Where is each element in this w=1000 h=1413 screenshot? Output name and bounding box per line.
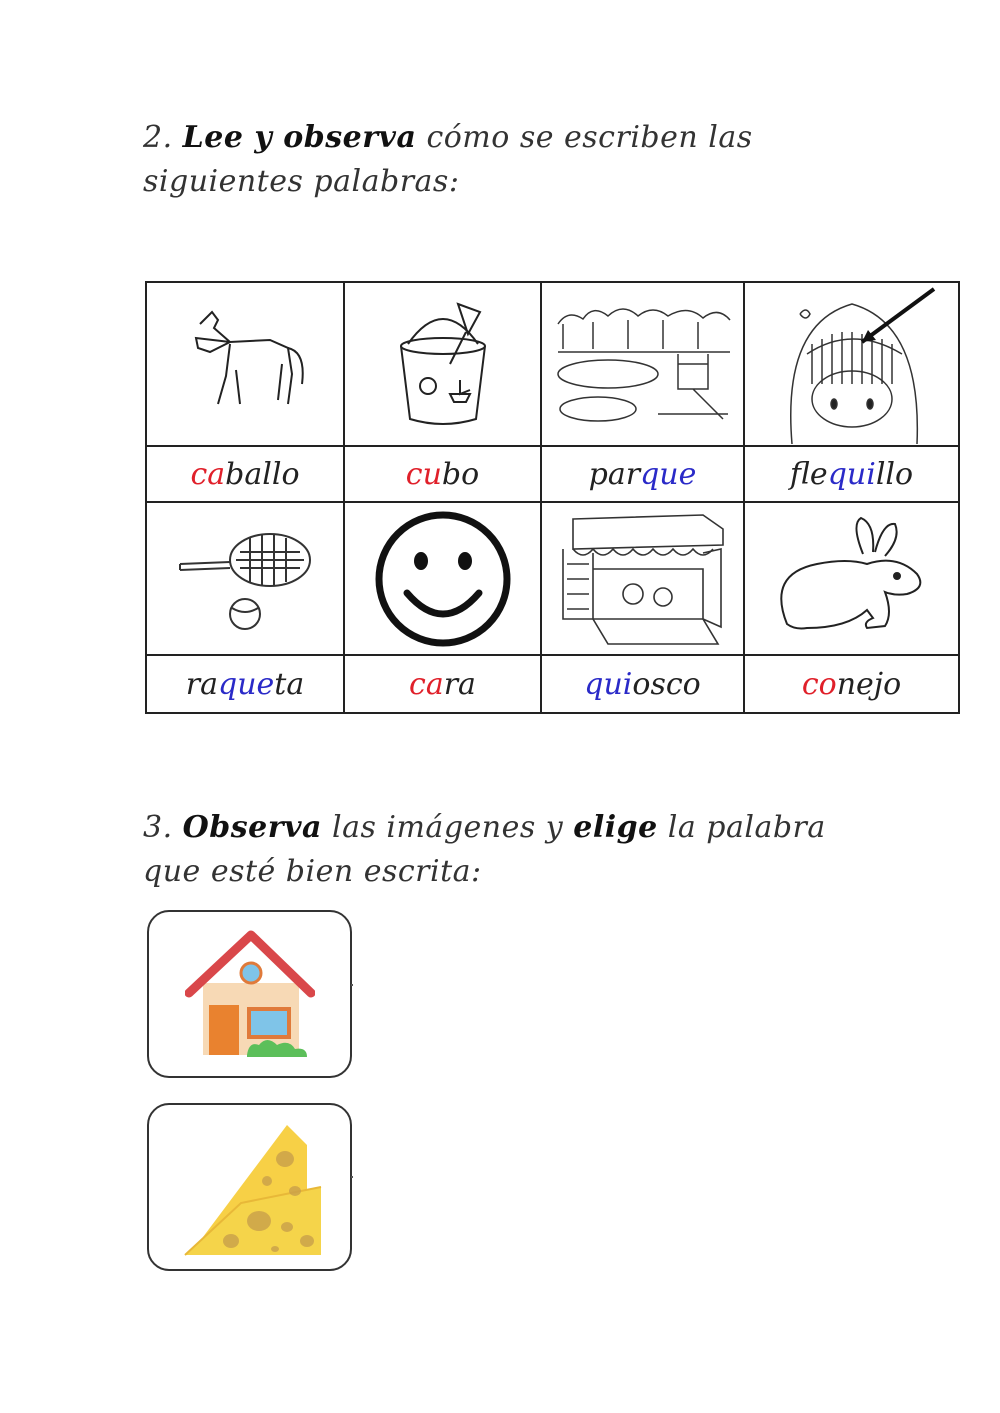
cheese-icon: [175, 1117, 325, 1257]
cheese-card: [147, 1103, 352, 1271]
word-cell-quiosco: [542, 656, 745, 712]
word-cell-cubo: [345, 447, 542, 503]
word-cubo-part: cu: [405, 456, 442, 492]
word-flequillo-part: qui: [827, 456, 876, 492]
word-caballo-part: ca: [190, 456, 226, 492]
word-picture-grid: [145, 281, 960, 714]
word-quiosco-part: qui: [584, 666, 633, 702]
bucket-icon: [388, 294, 498, 434]
kiosk-icon: [553, 509, 733, 649]
word-flequillo-part: llo: [875, 456, 914, 492]
word-caballo-part: ballo: [225, 456, 300, 492]
racket-icon: [170, 524, 320, 634]
horse-cell: [147, 283, 345, 447]
exercise-3-number: 3.: [143, 810, 173, 845]
word-parque-part: que: [640, 456, 697, 492]
word-quiosco: [584, 667, 700, 702]
card-tick-mark: [351, 1176, 353, 1178]
word-cubo-part: bo: [441, 456, 480, 492]
word-flequillo: [790, 457, 913, 492]
word-caballo: [190, 457, 299, 492]
racket-cell: [147, 503, 345, 656]
girl-fringe-icon: [762, 284, 942, 444]
word-cell-flequillo: [745, 447, 958, 503]
exercise-2-instruction: [143, 116, 883, 204]
word-flequillo-part: fle: [789, 456, 828, 492]
exercise-3-text-end: la palabra que esté bien escrita:: [143, 810, 826, 889]
rabbit-icon: [767, 514, 937, 644]
park-icon: [548, 294, 738, 434]
word-cell-cara: [345, 656, 542, 712]
word-raqueta-part: que: [218, 666, 275, 702]
word-quiosco-part: osco: [632, 666, 701, 702]
word-cell-raqueta: [147, 656, 345, 712]
word-conejo-part: nejo: [836, 666, 902, 702]
word-cara-part: ra: [443, 666, 476, 702]
smiley-icon: [373, 509, 513, 649]
kiosk-cell: [542, 503, 745, 656]
word-cara: [409, 667, 476, 702]
word-cubo: [406, 457, 479, 492]
house-icon: [185, 927, 315, 1062]
house-card: [147, 910, 352, 1078]
word-cell-parque: [542, 447, 745, 503]
exercise-3-instruction: [143, 806, 883, 894]
word-cara-part: ca: [409, 666, 444, 702]
card-tick-mark: [351, 984, 353, 986]
word-cell-caballo: [147, 447, 345, 503]
park-cell: [542, 283, 745, 447]
exercise-3-bold-observa: Observa: [182, 810, 322, 845]
horse-icon: [170, 304, 320, 424]
girl-cell: [745, 283, 958, 447]
word-conejo-part: co: [801, 666, 837, 702]
word-raqueta-part: ta: [274, 666, 305, 702]
exercise-2-number: 2.: [143, 120, 173, 155]
exercise-2-bold: Lee y observa: [182, 120, 417, 155]
exercise-3-bold-elige: elige: [573, 810, 658, 845]
word-raqueta: [186, 667, 304, 702]
word-parque: [589, 457, 697, 492]
word-parque-part: par: [588, 456, 641, 492]
word-cell-conejo: [745, 656, 958, 712]
word-conejo: [802, 667, 901, 702]
rabbit-cell: [745, 503, 958, 656]
smiley-cell: [345, 503, 542, 656]
word-raqueta-part: ra: [185, 666, 218, 702]
bucket-cell: [345, 283, 542, 447]
exercise-2-text: cómo se escriben las siguientes palabras:: [143, 120, 753, 199]
exercise-3-text: las imágenes y: [321, 810, 574, 845]
